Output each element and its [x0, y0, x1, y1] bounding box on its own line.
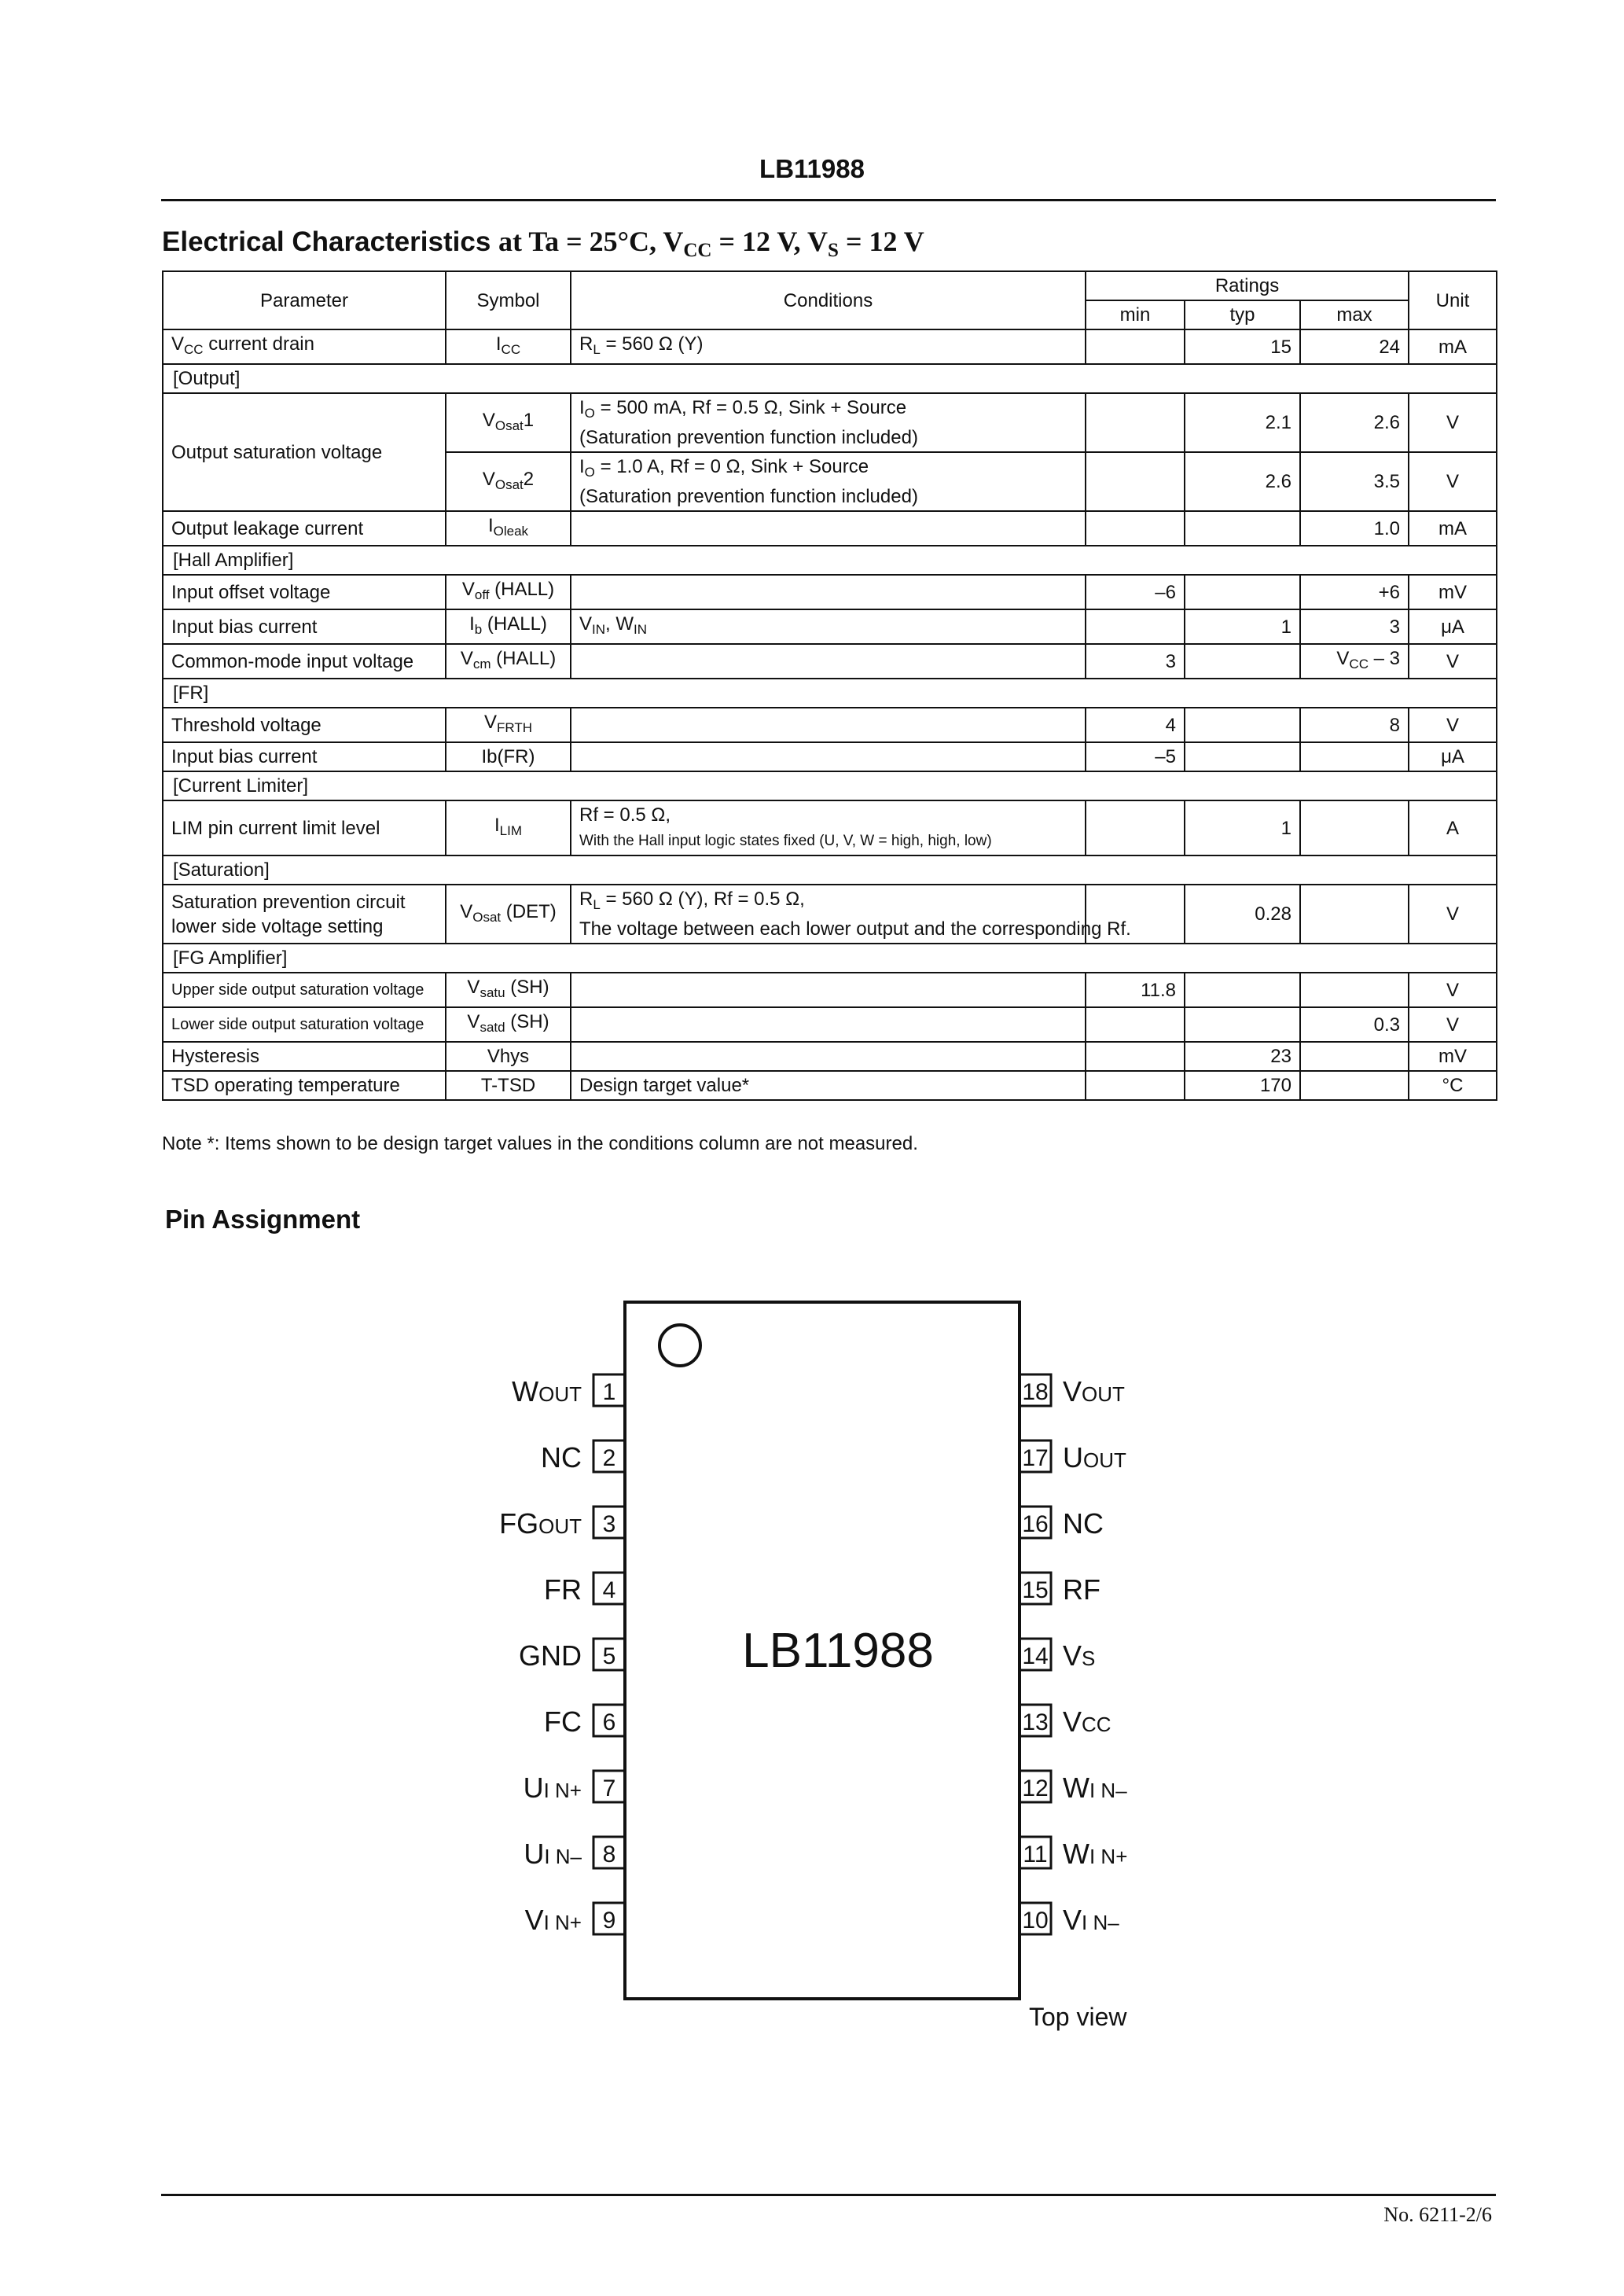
header-parameter: Parameter [163, 271, 446, 329]
typ-cell: 1 [1185, 609, 1300, 644]
group-row [163, 679, 1497, 708]
symbol-cell: $V_{FRTH}$ [446, 708, 571, 742]
header-max: max [1300, 300, 1409, 329]
pin-name: VI N– [1063, 1904, 1119, 1936]
pin-name: NC [1063, 1507, 1104, 1540]
pin-6 [544, 1705, 625, 1738]
pin-number: 3 [602, 1511, 616, 1537]
min-cell: 4 [1086, 708, 1185, 742]
param-cell: Saturation prevention circuit lower side voltage setting [163, 885, 446, 944]
max-cell [1300, 1042, 1409, 1071]
conditions-cell [571, 575, 1086, 609]
group-row [163, 855, 1497, 885]
electrical-characteristics-table [162, 270, 1497, 1101]
param-cell: Hysteresis [163, 1042, 446, 1071]
unit-cell: μA [1409, 609, 1497, 644]
pin-name: FR [544, 1573, 582, 1606]
conditions-cell: $V_{IN}$, $W_{IN}$ [571, 609, 1086, 644]
max-cell [1300, 1071, 1409, 1100]
conditions-cell: $R_L = 560$ Ω (Y), Rf = 0.5 Ω, The voltage between each lower output and the corresponding Rf. [571, 885, 1086, 944]
section-title: Electrical Characteristics [162, 226, 491, 257]
symbol-cell: $V_{Osat}$ (DET) [446, 885, 571, 944]
max-cell: $V_{CC} - 3$ [1300, 644, 1409, 679]
conditions-cell [571, 511, 1086, 546]
param-cell: Output leakage current [163, 511, 446, 546]
conditions-cell: $R_L = 560$ Ω (Y) [571, 329, 1086, 364]
pin-name: WI N+ [1063, 1838, 1128, 1870]
max-cell: 3 [1300, 609, 1409, 644]
min-cell [1086, 609, 1185, 644]
conditions-cell [571, 708, 1086, 742]
group-row [163, 771, 1497, 800]
typ-cell [1185, 644, 1300, 679]
param-cell: LIM pin current limit level [163, 800, 446, 855]
unit-cell: V [1409, 1007, 1497, 1042]
table-row [163, 609, 1497, 644]
pin-4 [544, 1573, 625, 1606]
max-cell: 0.3 [1300, 1007, 1409, 1042]
group-label: [Current Limiter] [163, 771, 1497, 800]
top-view-label: Top view [1029, 2003, 1127, 2031]
pin-5 [519, 1639, 625, 1672]
symbol-cell: $V_{satu}$ (SH) [446, 973, 571, 1007]
group-label: [Output] [163, 364, 1497, 393]
symbol-cell: $V_{off}$ (HALL) [446, 575, 571, 609]
pin-10 [1020, 1903, 1119, 1936]
min-cell [1086, 1042, 1185, 1071]
pin-number: 2 [602, 1445, 616, 1471]
chip-label: LB11988 [742, 1624, 934, 1678]
pin-name: VS [1063, 1639, 1096, 1672]
pin-number: 16 [1022, 1511, 1049, 1537]
pin-name: WOUT [512, 1375, 582, 1407]
symbol-cell: $V_{Osat}1$ [446, 393, 571, 452]
conditions-cell [571, 1007, 1086, 1042]
typ-cell [1185, 511, 1300, 546]
typ-cell [1185, 1007, 1300, 1042]
section-heading [162, 225, 924, 262]
typ-cell [1185, 575, 1300, 609]
param-cell: Upper side output saturation voltage [163, 973, 446, 1007]
group-label: [FR] [163, 679, 1497, 708]
header-row [163, 271, 1497, 300]
min-cell [1086, 452, 1185, 511]
typ-cell [1185, 742, 1300, 771]
pin-name: FGOUT [499, 1507, 582, 1540]
table-row [163, 885, 1497, 944]
conditions-cell: $I_O = 1.0$ A, Rf = 0 Ω, Sink + Source (Saturation prevention function included) [571, 452, 1086, 511]
symbol-cell: $I_{LIM}$ [446, 800, 571, 855]
min-cell [1086, 329, 1185, 364]
header-unit: Unit [1409, 271, 1497, 329]
pin-name: WI N– [1063, 1772, 1127, 1804]
typ-cell: 170 [1185, 1071, 1300, 1100]
pin-number: 8 [602, 1842, 616, 1867]
max-cell: 8 [1300, 708, 1409, 742]
table-row [163, 1071, 1497, 1100]
pin-14 [1020, 1639, 1095, 1672]
max-cell [1300, 742, 1409, 771]
symbol-cell: $V_{satd}$ (SH) [446, 1007, 571, 1042]
param-cell: Input offset voltage [163, 575, 446, 609]
unit-cell: V [1409, 708, 1497, 742]
min-cell [1086, 1071, 1185, 1100]
pin-name: FC [544, 1705, 582, 1738]
header-symbol: Symbol [446, 271, 571, 329]
pin-number: 5 [602, 1643, 616, 1669]
pin-number: 12 [1022, 1775, 1049, 1801]
symbol-cell: $V_{Osat}2$ [446, 452, 571, 511]
pin-name: UI N+ [523, 1772, 582, 1804]
param-cell: Common-mode input voltage [163, 644, 446, 679]
max-cell [1300, 800, 1409, 855]
table-row [163, 644, 1497, 679]
pin-number: 13 [1022, 1709, 1049, 1735]
pin-name: UI N– [524, 1838, 582, 1870]
group-label: [Hall Amplifier] [163, 546, 1497, 575]
unit-cell: mV [1409, 1042, 1497, 1071]
max-cell: 24 [1300, 329, 1409, 364]
min-cell: –5 [1086, 742, 1185, 771]
pin-number: 11 [1023, 1842, 1048, 1867]
typ-cell: 15 [1185, 329, 1300, 364]
pin-name: RF [1063, 1573, 1100, 1606]
pin-number: 18 [1022, 1379, 1049, 1405]
right-pins [1020, 1374, 1127, 1936]
pin-name: VOUT [1063, 1375, 1125, 1407]
unit-cell: mA [1409, 329, 1497, 364]
pin-9 [525, 1903, 625, 1936]
unit-cell: A [1409, 800, 1497, 855]
pin-7 [524, 1771, 625, 1804]
max-cell [1300, 973, 1409, 1007]
symbol-cell: $I_{CC}$ [446, 329, 571, 364]
group-row [163, 546, 1497, 575]
table-row [163, 1042, 1497, 1071]
conditions-cell [571, 973, 1086, 1007]
header-ratings: Ratings [1086, 271, 1409, 300]
min-cell [1086, 393, 1185, 452]
pin-18 [1020, 1374, 1125, 1407]
pin-number: 4 [602, 1577, 616, 1603]
conditions-cell [571, 1042, 1086, 1071]
pin-11 [1020, 1837, 1127, 1870]
bottom-rule [161, 2194, 1496, 2196]
typ-cell [1185, 708, 1300, 742]
typ-cell: 0.28 [1185, 885, 1300, 944]
typ-cell: 2.1 [1185, 393, 1300, 452]
pin-name: UOUT [1063, 1441, 1126, 1474]
group-row [163, 944, 1497, 973]
pin-number: 6 [602, 1709, 616, 1735]
header-min: min [1086, 300, 1185, 329]
param-cell: TSD operating temperature [163, 1071, 446, 1100]
param-cell: Input bias current [163, 609, 446, 644]
max-cell: 2.6 [1300, 393, 1409, 452]
pin1-marker-icon [660, 1325, 700, 1366]
group-label: [FG Amplifier] [163, 944, 1497, 973]
table-row [163, 800, 1497, 855]
conditions-cell: Rf = 0.5 Ω, With the Hall input logic states fixed (U, V, W = high, high, low) [571, 800, 1086, 855]
unit-cell: V [1409, 452, 1497, 511]
unit-cell: mV [1409, 575, 1497, 609]
pin-number: 1 [602, 1379, 616, 1405]
pin-number: 14 [1022, 1643, 1049, 1669]
max-cell: 3.5 [1300, 452, 1409, 511]
table-row [163, 575, 1497, 609]
table-note: Note *: Items shown to be design target values in the conditions column are not measured. [162, 1133, 918, 1154]
table-row [163, 742, 1497, 771]
symbol-cell: $V_{cm}$ (HALL) [446, 644, 571, 679]
pin-number: 9 [602, 1908, 616, 1934]
conditions-cell: Design target value* [571, 1071, 1086, 1100]
pin-assignment-heading: Pin Assignment [165, 1205, 361, 1234]
pin-number: 15 [1022, 1577, 1049, 1603]
unit-cell: V [1409, 885, 1497, 944]
param-cell: $V_{CC}$ current drain [163, 329, 446, 364]
pin-name: GND [519, 1639, 582, 1672]
table-row [163, 329, 1497, 364]
unit-cell: V [1409, 973, 1497, 1007]
section-conditions: at Ta = 25°C, $V_{CC} = 12$ V, $V_S = 12$ V [498, 226, 924, 261]
pin-2 [541, 1441, 625, 1474]
pin-8 [524, 1837, 625, 1870]
pin-3 [499, 1507, 625, 1540]
unit-cell: V [1409, 644, 1497, 679]
top-rule [161, 199, 1496, 201]
table-row [163, 708, 1497, 742]
typ-cell: 2.6 [1185, 452, 1300, 511]
max-cell: +6 [1300, 575, 1409, 609]
table-row [163, 973, 1497, 1007]
header-conditions: Conditions [571, 271, 1086, 329]
table-row [163, 1007, 1497, 1042]
min-cell: 3 [1086, 644, 1185, 679]
min-cell [1086, 800, 1185, 855]
symbol-cell: T-TSD [446, 1071, 571, 1100]
pin-number: 7 [602, 1775, 616, 1801]
unit-cell: mA [1409, 511, 1497, 546]
symbol-cell: Ib(FR) [446, 742, 571, 771]
unit-cell: V [1409, 393, 1497, 452]
min-cell [1086, 511, 1185, 546]
group-label: [Saturation] [163, 855, 1497, 885]
typ-cell: 23 [1185, 1042, 1300, 1071]
conditions-cell [571, 742, 1086, 771]
pin-12 [1020, 1771, 1127, 1804]
table-row [163, 511, 1497, 546]
typ-cell [1185, 973, 1300, 1007]
conditions-cell: $I_O = 500$ mA, Rf = 0.5 Ω, Sink + Source (Saturation prevention function included) [571, 393, 1086, 452]
pin-number: 10 [1022, 1908, 1049, 1934]
param-cell: Output saturation voltage [163, 393, 446, 511]
page-number: No. 6211-2/6 [1383, 2203, 1492, 2226]
symbol-cell: $I_{Oleak}$ [446, 511, 571, 546]
param-cell: Input bias current [163, 742, 446, 771]
symbol-cell: $I_b$ (HALL) [446, 609, 571, 644]
table-row [163, 393, 1497, 452]
unit-cell: μA [1409, 742, 1497, 771]
pin-name: VI N+ [524, 1904, 582, 1936]
pin-1 [512, 1374, 625, 1407]
pin-13 [1020, 1705, 1111, 1738]
max-cell [1300, 885, 1409, 944]
pin-16 [1020, 1507, 1104, 1540]
max-cell: 1.0 [1300, 511, 1409, 546]
min-cell [1086, 1007, 1185, 1042]
symbol-cell: Vhys [446, 1042, 571, 1071]
pin-17 [1020, 1441, 1126, 1474]
unit-cell: °C [1409, 1071, 1497, 1100]
group-row [163, 364, 1497, 393]
pin-name: NC [541, 1441, 582, 1474]
min-cell: 11.8 [1086, 973, 1185, 1007]
typ-cell: 1 [1185, 800, 1300, 855]
pin-number: 17 [1022, 1445, 1049, 1471]
min-cell: –6 [1086, 575, 1185, 609]
param-cell: Lower side output saturation voltage [163, 1007, 446, 1042]
param-cell: Threshold voltage [163, 708, 446, 742]
left-pins [499, 1374, 625, 1936]
pin-name: VCC [1063, 1705, 1111, 1738]
document-title: LB11988 [759, 154, 865, 183]
pin-diagram [0, 1258, 1624, 2044]
conditions-cell [571, 644, 1086, 679]
pin-15 [1020, 1573, 1100, 1606]
header-typ: typ [1185, 300, 1300, 329]
